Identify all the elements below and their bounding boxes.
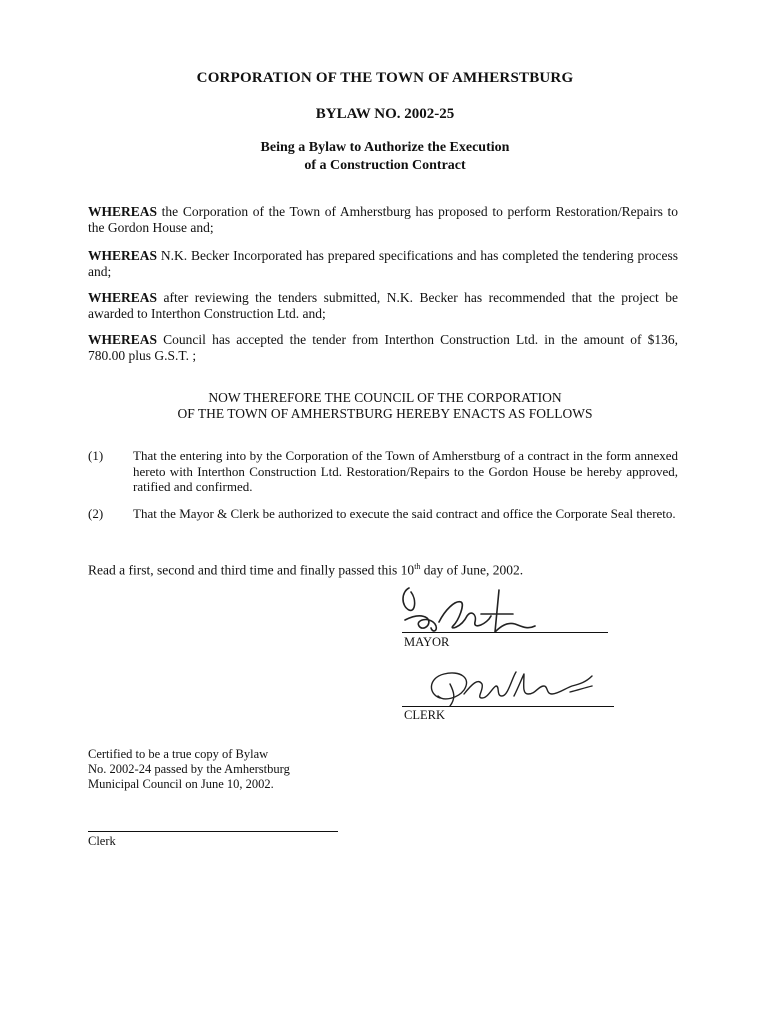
certification-block xyxy=(88,747,348,792)
whereas-lead: WHEREAS xyxy=(88,204,158,219)
whereas-clause-2 xyxy=(88,248,678,280)
whereas-lead: WHEREAS xyxy=(88,248,158,263)
whereas-clause-4 xyxy=(88,332,678,364)
clerk-signature-line xyxy=(402,706,614,707)
certification-line-2: No. 2002-24 passed by the Amherstburg xyxy=(88,762,290,776)
enacting-line-2: OF THE TOWN OF AMHERSTBURG HEREBY ENACTS AS FOLLOWS xyxy=(177,406,593,421)
certification-clerk-label: Clerk xyxy=(88,834,116,848)
read-superscript: th xyxy=(414,562,421,571)
certification-line-3: Municipal Council on June 10, 2002. xyxy=(88,777,274,791)
clerk-signature xyxy=(420,664,600,710)
document-title: CORPORATION OF THE TOWN OF AMHERSTBURG xyxy=(196,70,574,86)
whereas-text: after reviewing the tenders submitted, N.K. Becker has recommended that the project be awarded to Interthon Construction Ltd. and; xyxy=(88,290,678,321)
whereas-lead: WHEREAS xyxy=(88,332,158,347)
clerk-label: CLERK xyxy=(404,708,445,722)
whereas-text: N.K. Becker Incorporated has prepared specifications and has completed the tendering process and; xyxy=(88,248,678,279)
whereas-clause-3 xyxy=(88,290,678,322)
subtitle-line-1: Being a Bylaw to Authorize the Execution xyxy=(260,140,510,155)
bylaw-number: BYLAW NO. 2002-25 xyxy=(315,106,455,122)
whereas-text: the Corporation of the Town of Amherstburg has proposed to perform Restoration/Repairs to the Gordon House and; xyxy=(88,204,678,235)
mayor-signature xyxy=(395,580,545,640)
whereas-lead: WHEREAS xyxy=(88,290,158,305)
subtitle-line-2: of a Construction Contract xyxy=(304,158,466,173)
read-passed-statement xyxy=(88,562,523,579)
certification-line-1: Certified to be a true copy of Bylaw xyxy=(88,747,269,761)
item-text: That the entering into by the Corporation of the Town of Amherstburg of a contract in the form annexed hereto with Interthon Construction Ltd. Restoration/Repairs to the Gordon House be hereby approved, ratified and confirmed. xyxy=(133,448,678,494)
read-text-end: day of June, 2002. xyxy=(420,562,524,578)
document-subtitle xyxy=(0,139,770,175)
whereas-text: Council has accepted the tender from Interthon Construction Ltd. in the amount of $136, 780.00 plus G.S.T. ; xyxy=(88,332,678,363)
enacting-line-1: NOW THEREFORE THE COUNCIL OF THE CORPORATION xyxy=(208,390,562,405)
mayor-label: MAYOR xyxy=(404,635,450,649)
enacting-clause xyxy=(0,390,770,422)
item-text: That the Mayor & Clerk be authorized to execute the said contract and office the Corporate Seal thereto. xyxy=(133,506,676,521)
certification-signature-line xyxy=(88,831,338,832)
item-number: (1) xyxy=(88,448,104,463)
mayor-signature-line xyxy=(402,632,608,633)
whereas-clause-1 xyxy=(88,204,678,236)
item-number: (2) xyxy=(88,506,104,521)
read-text: Read a first, second and third time and finally passed this 10 xyxy=(88,562,415,578)
